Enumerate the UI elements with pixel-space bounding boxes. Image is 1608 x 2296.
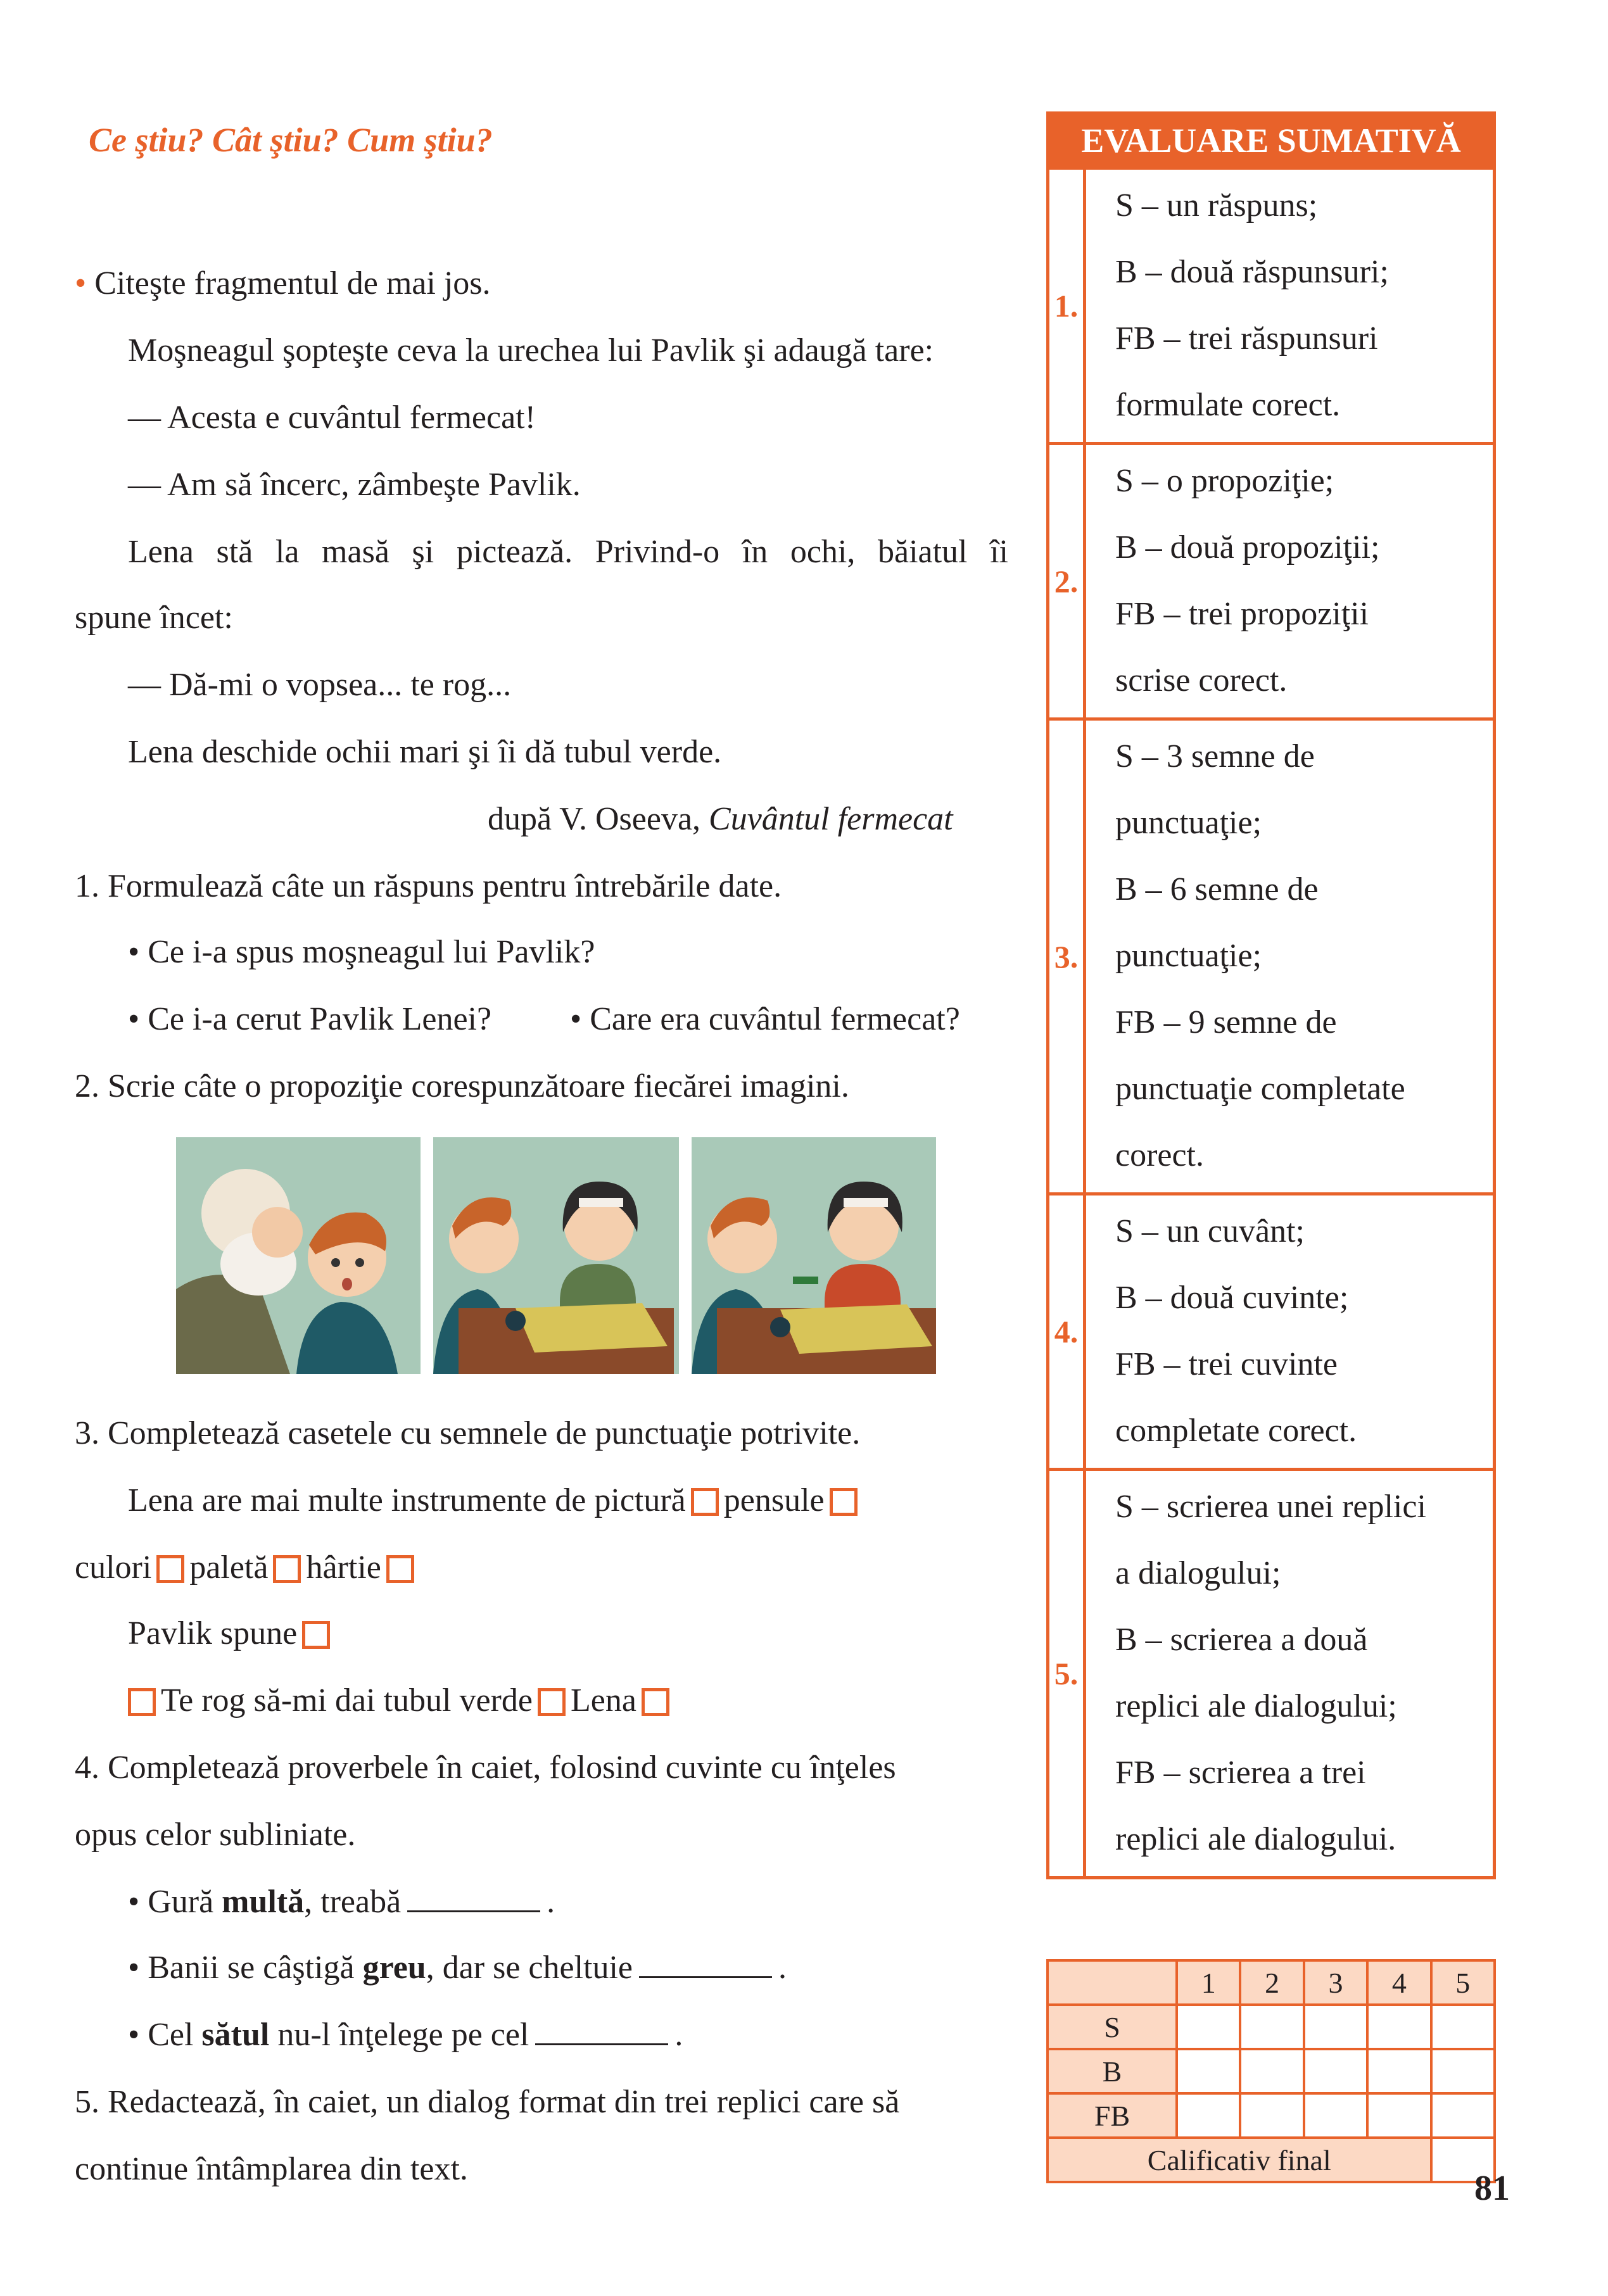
criteria-line: completate corect. (1115, 1413, 1357, 1449)
criteria-line: FB – trei răspunsuri (1115, 320, 1378, 356)
question-1: • Ce i-a spus moşneagul lui Pavlik? (128, 934, 595, 970)
text-line: — Acesta e cuvântul fermecat! (128, 400, 536, 436)
score-table (1046, 1959, 1496, 2183)
proverb-2: • Banii se câştigă greu, dar se cheltuie . (128, 1950, 787, 1986)
emphasized-word: sătul (201, 2017, 270, 2053)
score-cell[interactable] (1431, 2093, 1495, 2138)
criteria-line: FB – trei cuvinte (1115, 1346, 1338, 1382)
evaluation-table (1046, 170, 1496, 1879)
illustration-old-man-whispering (176, 1137, 421, 1374)
score-row-header: FB (1048, 2093, 1177, 2138)
punctuation-line-1: Lena are mai multe instrumente de pictură pensule (128, 1480, 863, 1521)
task-4-cont: opus celor subliniate. (75, 1817, 356, 1853)
evaluation-criteria (1086, 721, 1405, 1192)
evaluation-row (1049, 1468, 1493, 1876)
criteria-line: corect. (1115, 1137, 1205, 1173)
score-col-header: 3 (1304, 1960, 1367, 2005)
punctuation-box[interactable] (386, 1555, 414, 1583)
text-line: spune încet: (75, 600, 233, 636)
score-row-header: S (1048, 2005, 1177, 2049)
criteria-line: S – un răspuns; (1115, 187, 1318, 224)
question-2: • Ce i-a cerut Pavlik Lenei? (128, 1001, 492, 1037)
proverb-3: • Cel sătul nu-l înţelege pe cel . (128, 2017, 683, 2053)
punctuation-box[interactable] (273, 1555, 301, 1583)
criteria-line: B – două propoziţii; (1115, 529, 1380, 565)
punctuation-line-3: Pavlik spune (128, 1613, 335, 1654)
criteria-line: replici ale dialogului. (1115, 1821, 1396, 1857)
criteria-line: punctuaţie completate (1115, 1071, 1405, 1107)
evaluation-row-number: 4. (1049, 1195, 1086, 1468)
emphasized-word: multă (222, 1884, 305, 1920)
criteria-line: FB – trei propoziţii (1115, 596, 1369, 632)
criteria-line: scrise corect. (1115, 662, 1288, 698)
score-cell[interactable] (1431, 2005, 1495, 2049)
text-line: Moşneagul şopteşte ceva la urechea lui Pavlik şi adaugă tare: (128, 332, 934, 369)
task-1: 1. Formulează câte un răspuns pentru întrebările date. (75, 868, 782, 904)
task-4: 4. Completează proverbele în caiet, folosind cuvinte cu înţeles (75, 1750, 896, 1786)
criteria-line: replici ale dialogului; (1115, 1688, 1397, 1724)
illustration-girl-gives-tube (692, 1137, 936, 1374)
punctuation-box[interactable] (302, 1621, 330, 1649)
text-line: Lena stă la masă şi pictează. Privind-o în ochi, băiatul îi (128, 534, 1008, 570)
criteria-line: punctuaţie; (1115, 805, 1262, 841)
task-5: 5. Redactează, în caiet, un dialog format din trei replici care să (75, 2084, 900, 2120)
score-cell[interactable] (1240, 2093, 1303, 2138)
criteria-line: B – scrierea a două (1115, 1622, 1368, 1658)
criteria-line: a dialogului; (1115, 1555, 1281, 1591)
score-col-header: 1 (1177, 1960, 1240, 2005)
score-cell[interactable] (1177, 2049, 1240, 2093)
score-cell[interactable] (1304, 2005, 1367, 2049)
punctuation-box[interactable] (691, 1488, 719, 1516)
score-cell[interactable] (1367, 2005, 1431, 2049)
answer-blank[interactable] (639, 1951, 772, 1978)
score-cell[interactable] (1367, 2093, 1431, 2138)
evaluation-row (1049, 1192, 1493, 1468)
section-heading: Ce ştiu? Cât ştiu? Cum ştiu? (89, 121, 493, 159)
task-2: 2. Scrie câte o propoziţie corespunzătoare fiecărei imagini. (75, 1068, 849, 1104)
punctuation-box[interactable] (156, 1555, 184, 1583)
punctuation-line-4: Te rog să-mi dai tubul verde Lena (128, 1681, 674, 1721)
criteria-line: B – două cuvinte; (1115, 1280, 1349, 1316)
text-line: Lena deschide ochii mari şi îi dă tubul verde. (128, 734, 722, 770)
criteria-line: punctuaţie; (1115, 938, 1262, 974)
criteria-line: FB – scrierea a trei (1115, 1755, 1366, 1791)
emphasized-word: greu (362, 1950, 426, 1986)
score-cell[interactable] (1177, 2093, 1240, 2138)
score-cell[interactable] (1304, 2093, 1367, 2138)
score-cell[interactable] (1177, 2005, 1240, 2049)
punctuation-box[interactable] (538, 1688, 566, 1716)
evaluation-row (1049, 170, 1493, 442)
source-citation: după V. Oseeva, Cuvântul fermecat (488, 801, 953, 837)
criteria-line: FB – 9 semne de (1115, 1004, 1337, 1040)
score-cell[interactable] (1367, 2049, 1431, 2093)
evaluation-criteria (1086, 170, 1389, 442)
score-col-header: 2 (1240, 1960, 1303, 2005)
bullet: • (75, 265, 95, 301)
score-cell[interactable] (1240, 2005, 1303, 2049)
question-3: • Care era cuvântul fermecat? (570, 1001, 960, 1037)
punctuation-box[interactable] (642, 1688, 669, 1716)
score-cell[interactable] (1240, 2049, 1303, 2093)
evaluation-criteria (1086, 1471, 1426, 1876)
evaluation-row (1049, 717, 1493, 1192)
evaluation-row (1049, 442, 1493, 717)
evaluation-title: EVALUARE SUMATIVĂ (1046, 111, 1496, 170)
text-line: — Am să încerc, zâmbeşte Pavlik. (128, 467, 581, 503)
criteria-line: S – scrierea unei replici (1115, 1489, 1426, 1525)
criteria-line: B – două răspunsuri; (1115, 254, 1389, 290)
evaluation-row-number: 1. (1049, 170, 1086, 442)
answer-blank[interactable] (535, 2018, 668, 2045)
evaluation-row-number: 3. (1049, 721, 1086, 1192)
text-line: — Dă-mi o vopsea... te rog... (128, 667, 512, 703)
evaluation-criteria (1086, 445, 1379, 717)
punctuation-line-2: culori paletă hârtie (75, 1548, 419, 1588)
final-grade-label: Calificativ final (1048, 2138, 1431, 2182)
criteria-line: formulate corect. (1115, 387, 1341, 423)
punctuation-box[interactable] (128, 1688, 156, 1716)
instruction: • Citeşte fragmentul de mai jos. (75, 265, 491, 301)
task-5-cont: continue întâmplarea din text. (75, 2151, 468, 2187)
evaluation-criteria (1086, 1195, 1357, 1468)
source-title: Cuvântul fermecat (709, 801, 953, 837)
score-col-header: 5 (1431, 1960, 1495, 2005)
answer-blank[interactable] (407, 1885, 540, 1912)
illustration-boy-and-girl-painting (433, 1137, 679, 1374)
criteria-line: S – 3 semne de (1115, 738, 1315, 774)
score-corner (1048, 1960, 1177, 2005)
score-cell[interactable] (1431, 2049, 1495, 2093)
criteria-line: S – o propoziţie; (1115, 463, 1334, 499)
task-3: 3. Completează casetele cu semnele de punctuaţie potrivite. (75, 1415, 861, 1451)
punctuation-box[interactable] (830, 1488, 858, 1516)
score-row-header: B (1048, 2049, 1177, 2093)
evaluation-row-number: 5. (1049, 1471, 1086, 1876)
evaluation-row-number: 2. (1049, 445, 1086, 717)
score-cell[interactable] (1304, 2049, 1367, 2093)
score-col-header: 4 (1367, 1960, 1431, 2005)
criteria-line: B – 6 semne de (1115, 871, 1319, 907)
criteria-line: S – un cuvânt; (1115, 1213, 1305, 1249)
proverb-1: • Gură multă, treabă . (128, 1884, 555, 1920)
page-number: 81 (1474, 2169, 1510, 2208)
